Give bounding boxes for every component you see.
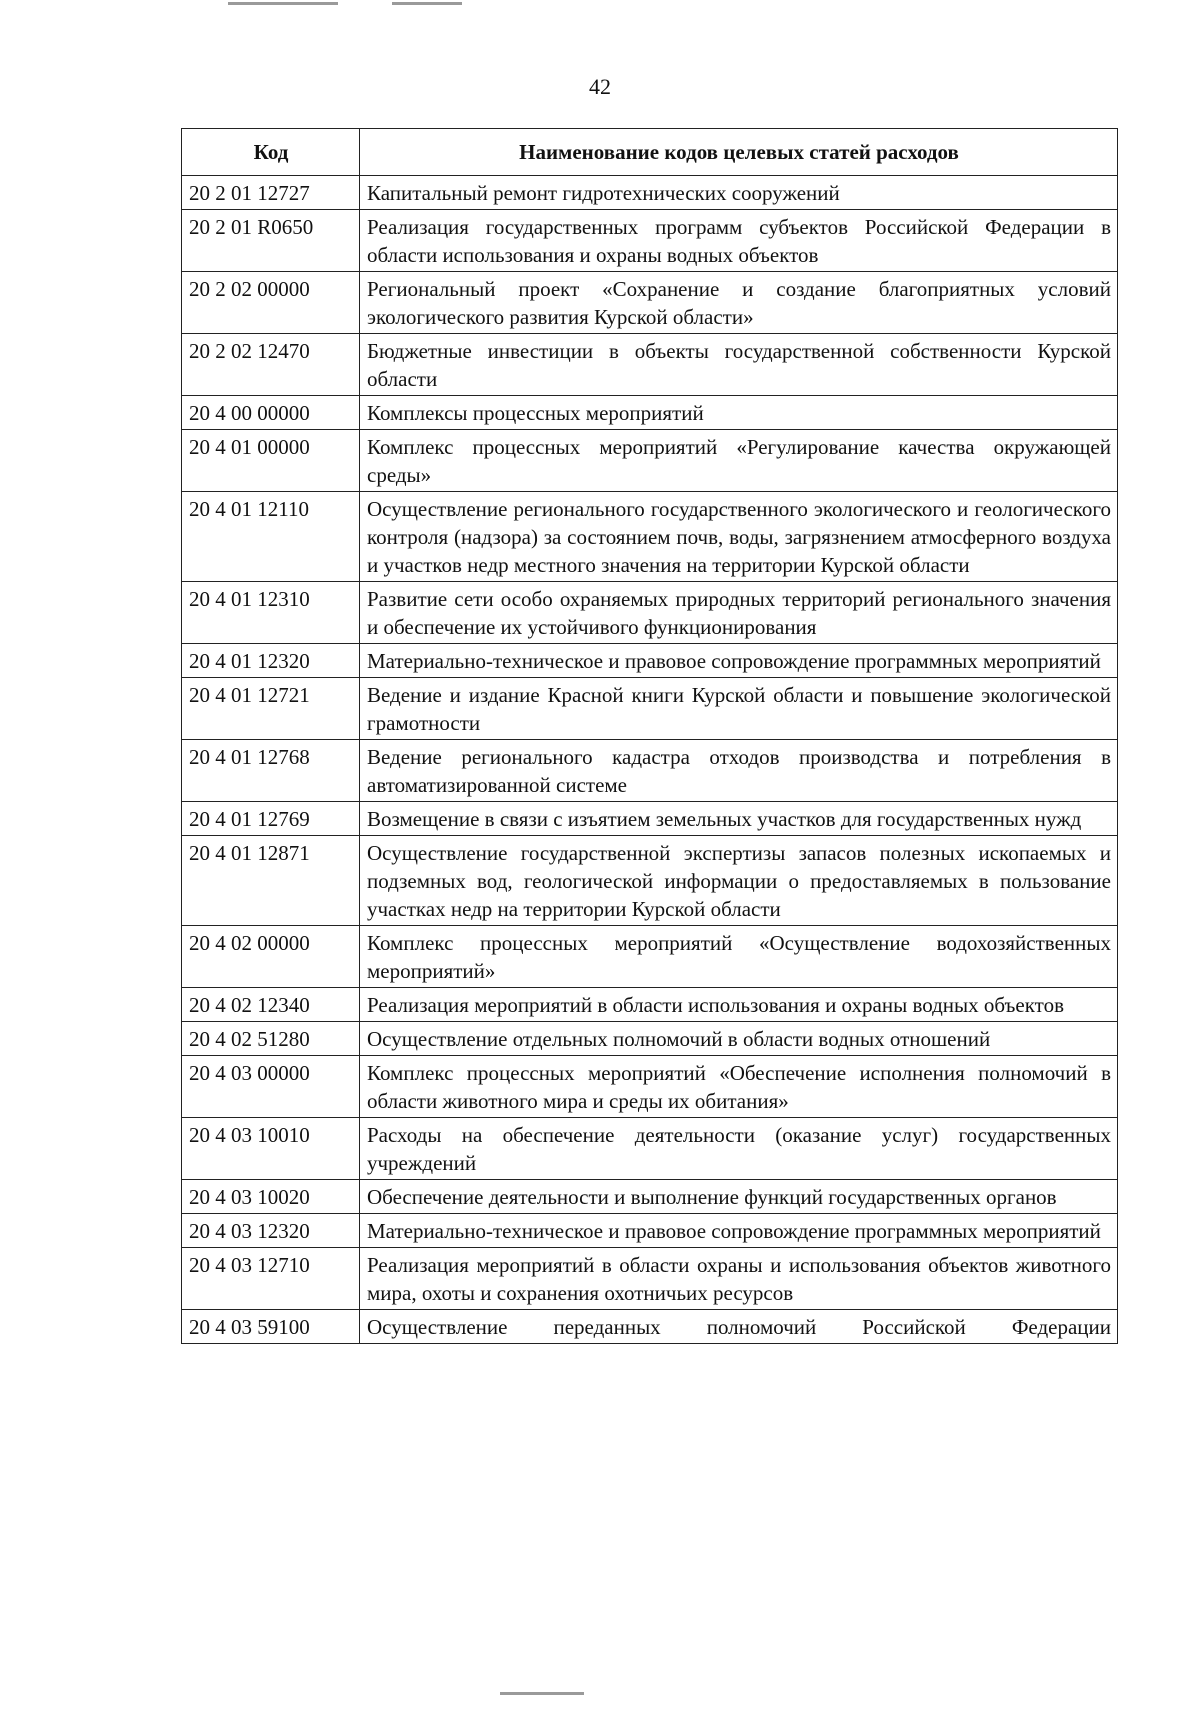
row-name: Бюджетные инвестиции в объекты государственной собственности Курской области	[360, 334, 1118, 396]
row-name: Осуществление отдельных полномочий в области водных отношений	[360, 1022, 1118, 1056]
row-code: 20 4 03 10020	[182, 1180, 360, 1214]
table-row	[182, 988, 1118, 1022]
row-code: 20 4 03 00000	[182, 1056, 360, 1118]
row-name: Материально-техническое и правовое сопровождение программных мероприятий	[360, 644, 1118, 678]
row-code: 20 4 01 12320	[182, 644, 360, 678]
row-name: Осуществление регионального государственного экологического и геологического контроля (надзора) за состоянием почв, воды, загрязнением атмосферного воздуха и участков недр местного значения на территории Курской области	[360, 492, 1118, 582]
row-code: 20 4 03 12710	[182, 1248, 360, 1310]
table-row	[182, 582, 1118, 644]
row-code: 20 4 00 00000	[182, 396, 360, 430]
column-header-code: Код	[182, 129, 360, 176]
table-row	[182, 430, 1118, 492]
table-row	[182, 492, 1118, 582]
row-name: Осуществление переданных полномочий Российской Федерации	[360, 1310, 1118, 1344]
page-number: 42	[589, 74, 611, 99]
table-row	[182, 926, 1118, 988]
scan-artifact-top	[228, 2, 338, 5]
row-code: 20 4 01 12110	[182, 492, 360, 582]
table-header-row	[182, 129, 1118, 176]
row-name: Комплекс процессных мероприятий «Осуществление водохозяйственных мероприятий»	[360, 926, 1118, 988]
row-name: Реализация мероприятий в области охраны и использования объектов животного мира, охоты и сохранения охотничьих ресурсов	[360, 1248, 1118, 1310]
row-name: Осуществление государственной экспертизы запасов полезных ископаемых и подземных вод, геологической информации о предоставляемых в пользование участках недр на территории Курской области	[360, 836, 1118, 926]
row-name: Реализация мероприятий в области использования и охраны водных объектов	[360, 988, 1118, 1022]
table-row	[182, 1056, 1118, 1118]
row-code: 20 4 03 59100	[182, 1310, 360, 1344]
row-code: 20 4 03 10010	[182, 1118, 360, 1180]
row-name: Возмещение в связи с изъятием земельных участков для государственных нужд	[360, 802, 1118, 836]
row-name: Развитие сети особо охраняемых природных территорий регионального значения и обеспечение их устойчивого функционирования	[360, 582, 1118, 644]
row-code: 20 4 03 12320	[182, 1214, 360, 1248]
scan-artifact-bottom	[500, 1692, 584, 1695]
row-name: Региональный проект «Сохранение и создание благоприятных условий экологического развития Курской области»	[360, 272, 1118, 334]
row-code: 20 4 01 12769	[182, 802, 360, 836]
row-code: 20 2 02 00000	[182, 272, 360, 334]
row-name: Реализация государственных программ субъектов Российской Федерации в области использования и охраны водных объектов	[360, 210, 1118, 272]
row-name: Материально-техническое и правовое сопровождение программных мероприятий	[360, 1214, 1118, 1248]
row-code: 20 2 01 12727	[182, 176, 360, 210]
table-row	[182, 1118, 1118, 1180]
table-row	[182, 802, 1118, 836]
table-row	[182, 678, 1118, 740]
row-code: 20 4 01 12721	[182, 678, 360, 740]
target-articles-table	[181, 128, 1118, 1344]
row-name: Ведение и издание Красной книги Курской области и повышение экологической грамотности	[360, 678, 1118, 740]
table-row	[182, 176, 1118, 210]
table-row	[182, 836, 1118, 926]
row-name: Ведение регионального кадастра отходов производства и потребления в автоматизированной системе	[360, 740, 1118, 802]
row-name: Расходы на обеспечение деятельности (оказание услуг) государственных учреждений	[360, 1118, 1118, 1180]
row-code: 20 4 02 12340	[182, 988, 360, 1022]
row-name: Комплекс процессных мероприятий «Регулирование качества окружающей среды»	[360, 430, 1118, 492]
row-code: 20 4 01 00000	[182, 430, 360, 492]
row-name: Комплексы процессных мероприятий	[360, 396, 1118, 430]
table-row	[182, 1214, 1118, 1248]
row-code: 20 4 01 12871	[182, 836, 360, 926]
table-row	[182, 272, 1118, 334]
row-code: 20 4 02 51280	[182, 1022, 360, 1056]
table-row	[182, 334, 1118, 396]
row-code: 20 2 01 R0650	[182, 210, 360, 272]
row-code: 20 4 01 12768	[182, 740, 360, 802]
table-row	[182, 1248, 1118, 1310]
table-row	[182, 644, 1118, 678]
column-header-name: Наименование кодов целевых статей расходов	[360, 129, 1118, 176]
table-row	[182, 1022, 1118, 1056]
table-row	[182, 740, 1118, 802]
row-code: 20 4 01 12310	[182, 582, 360, 644]
scan-artifact-top-right	[392, 2, 462, 5]
table-row	[182, 1180, 1118, 1214]
table-row	[182, 210, 1118, 272]
row-name: Обеспечение деятельности и выполнение функций государственных органов	[360, 1180, 1118, 1214]
table-row	[182, 1310, 1118, 1344]
row-code: 20 4 02 00000	[182, 926, 360, 988]
row-name: Комплекс процессных мероприятий «Обеспечение исполнения полномочий в области животного мира и среды их обитания»	[360, 1056, 1118, 1118]
row-code: 20 2 02 12470	[182, 334, 360, 396]
row-name: Капитальный ремонт гидротехнических сооружений	[360, 176, 1118, 210]
table-row	[182, 396, 1118, 430]
